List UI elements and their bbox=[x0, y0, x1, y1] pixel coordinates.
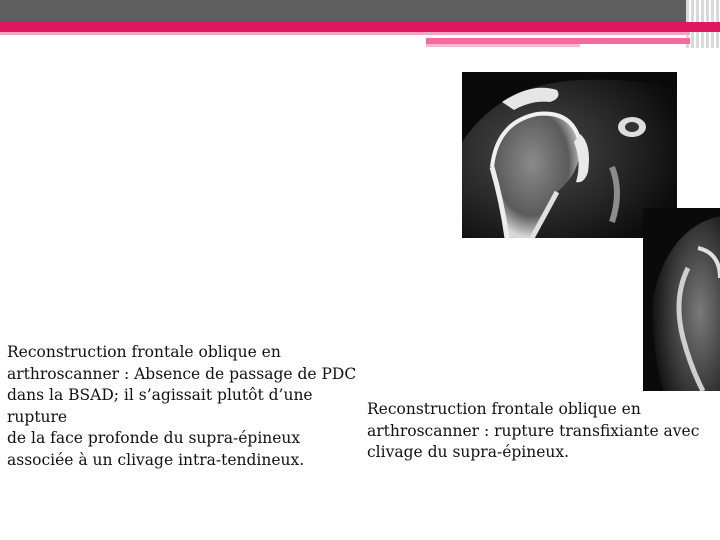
caption-right bbox=[367, 399, 699, 464]
caption-left bbox=[7, 342, 356, 471]
caption-right-line: arthroscanner : rupture transfixiante avec bbox=[367, 421, 700, 440]
header-pink-light-line bbox=[0, 32, 690, 35]
caption-left-line: de la face profonde du supra-épineux bbox=[7, 429, 301, 447]
caption-right-line: Reconstruction frontale oblique en bbox=[367, 400, 641, 418]
caption-left-line: Reconstruction frontale oblique en bbox=[7, 343, 281, 361]
ct-scan-image-right bbox=[643, 208, 720, 391]
caption-left-line: rupture bbox=[7, 407, 68, 426]
caption-right-line: clivage du supra-épineux. bbox=[367, 443, 570, 461]
caption-left-line: associée à un clivage intra-tendineux. bbox=[7, 450, 305, 469]
caption-left-line: dans la BSAD; il s’agissait plutôt d’une bbox=[7, 386, 313, 404]
header-pink-bar bbox=[0, 22, 720, 32]
caption-left-line: arthroscanner : Absence de passage de PDC bbox=[7, 364, 357, 383]
header-dark-band bbox=[0, 0, 720, 22]
subheader-pink-thin-bar bbox=[426, 44, 580, 47]
